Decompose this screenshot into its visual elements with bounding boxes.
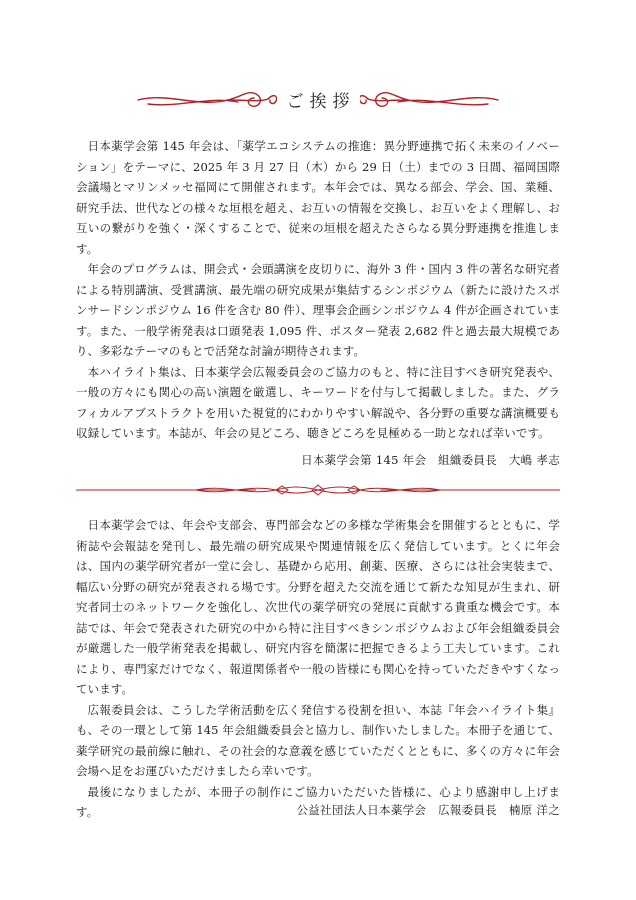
paragraph-1: 日本薬学会第 145 年会は、「薬学エコシステムの推進：異分野連携で拓く未来のイノベーション」をテーマに、2025 年 3 月 27 日（木）から 29 日（土）までの 3 日間、福岡国際会議場とマリンメッセ福岡にて開催されます。本年会では、異なる部会、学会、国、業種、研究手法、世代などの様々な垣根を超え、お互いの情報を交換し、お互いをよく理解し、お互いの繋がりを強く・深くすることで、従来の垣根を超えたさらなる異分野連携を推進します。 <box>76 139 560 256</box>
paragraph-2: 年会のプログラムは、開会式・会頭講演を皮切りに、海外 3 件・国内 3 件の著名な研究者による特別講演、受賞講演、最先端の研究成果が集結するシンポジウム（新たに設けたスポンサードシンポジウム 16 件を含む 80 件）、理事会企画シンポジウム 4 件が企画されています。また、一般学術発表は口頭発表 1,095 件、ポスター発表 2,682 件と過去最大規模であり、多彩なテーマのもとで活発な討論が期待されます。 <box>76 262 560 358</box>
paragraph-4: 日本薬学会では、年会や支部会、専門部会などの多様な学術集会を開催するとともに、学術誌や会報誌を発刊し、最先端の研究成果や関連情報を広く発信しています。とくに年会は、国内の薬学研究者が一堂に会し、基礎から応用、創薬、医療、さらには社会実装まで、幅広い分野の研究が発表される場です。分野を超えた交流を通じて新たな知見が生まれ、研究者同士のネットワークを強化し、次世代の薬学研究の発展に貢献する貴重な機会です。本誌では、年会で発表された研究の中から特に注目すべきシンポジウムおよび年会組織委員会が厳選した一般学術発表を掲載し、研究内容を簡潔に把握できるよう工夫しています。これにより、専門家だけでなく、報道関係者や一般の皆様にも関心を持っていただきやすくなっています。 <box>76 518 560 696</box>
paragraph-3: 本ハイライト集は、日本薬学会広報委員会のご協力のもと、特に注目すべき研究発表や、一般の方々にも関心の高い演題を厳選し、キーワードを付与して掲載しました。また、グラフィカルアブストラクトを用いた視覚的にわかりやすい解説や、各分野の重要な講演概要も収録しています。本誌が、年会の見どころ、聴きどころを見極める一助となれば幸いです。 <box>76 364 560 440</box>
greeting-section-organizing-committee <box>76 136 560 444</box>
signature-organizing-committee: 日本薬学会第 145 年会 組織委員長 大嶋 孝志 <box>301 453 560 467</box>
paragraph-6: 最後になりましたが、本冊子の制作にご協力いただいた皆様に、心より感謝申し上げます。 <box>76 784 560 819</box>
signature-public-relations-committee: 公益社団法人日本薬学会 広報委員長 楠原 洋之 <box>296 803 560 817</box>
paragraph-5: 広報委員会は、こうした学術活動を広く発信する役割を担い、本誌『年会ハイライト集』も、その一環として第 145 年会組織委員会と協力し、制作いたしました。本冊子を通じて、薬学研究の最前線に触れ、その社会的な意義を感じていただくとともに、多くの方々に年会会場へ足をお運びいただけましたら幸いです。 <box>76 702 560 778</box>
greeting-section-public-relations-committee <box>76 515 560 823</box>
page-title <box>0 87 636 112</box>
page-title-text: ご挨拶 <box>277 92 360 112</box>
ornamental-divider <box>76 482 560 498</box>
